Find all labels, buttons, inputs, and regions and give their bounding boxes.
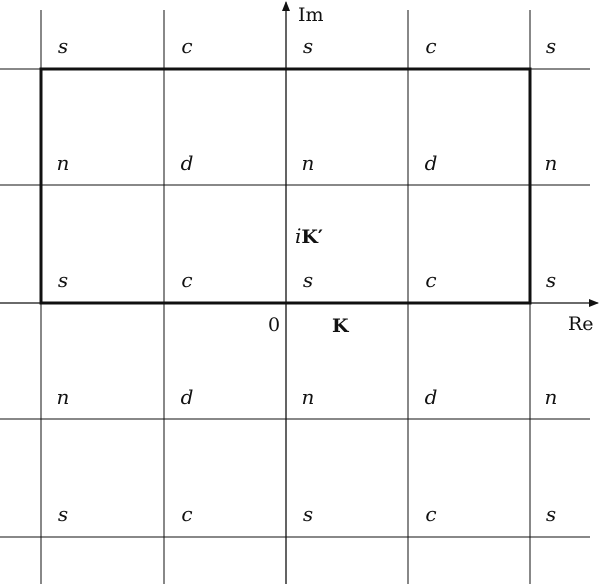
lattice-label-c: c [425, 268, 437, 292]
origin-label: 0 [268, 314, 281, 336]
lattice-label-c: c [425, 34, 437, 58]
lattice-point-labels [57, 34, 558, 526]
imaginary-period-label [295, 224, 323, 248]
lattice-label-d: d [180, 385, 194, 409]
lattice-label-n: n [56, 151, 70, 175]
lattice-label-s: s [57, 34, 69, 58]
lattice-label-n: n [56, 385, 70, 409]
lattice-label-d: d [424, 385, 438, 409]
lattice-label-d: d [424, 151, 438, 175]
real-period-label: K [332, 315, 349, 337]
lattice-label-s: s [545, 502, 557, 526]
imaginary-unit: i [295, 224, 302, 248]
lattice-label-c: c [181, 268, 193, 292]
lattice-grid-lines [0, 10, 590, 584]
lattice-label-s: s [57, 268, 69, 292]
lattice-label-s: s [57, 502, 69, 526]
lattice-label-n: n [301, 151, 315, 175]
lattice-label-d: d [180, 151, 194, 175]
lattice-label-n: n [301, 385, 315, 409]
lattice-label-s: s [545, 34, 557, 58]
lattice-label-c: c [181, 502, 193, 526]
lattice-label-n: n [544, 151, 558, 175]
lattice-label-c: c [181, 34, 193, 58]
imaginary-period-K-prime: K′ [301, 226, 323, 248]
lattice-label-s: s [545, 268, 557, 292]
lattice-label-c: c [425, 502, 437, 526]
imaginary-axis-label: Im [298, 4, 324, 26]
lattice-label-s: s [302, 502, 314, 526]
real-axis-label: Re [568, 313, 594, 335]
lattice-label-n: n [544, 385, 558, 409]
lattice-label-s: s [302, 34, 314, 58]
lattice-label-s: s [302, 268, 314, 292]
